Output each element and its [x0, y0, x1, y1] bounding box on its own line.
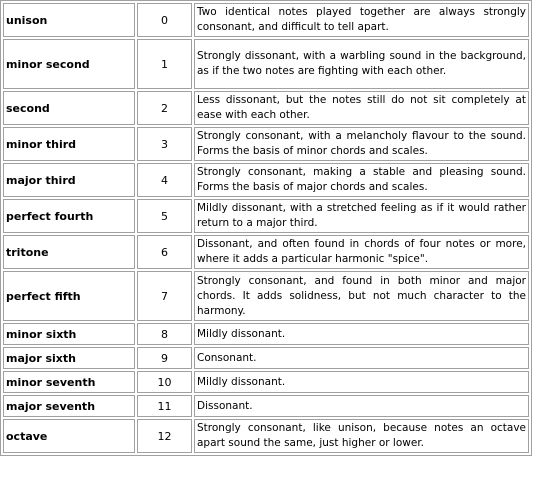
table-row	[3, 395, 529, 417]
semitone-count-cell: 9	[137, 347, 192, 369]
interval-name-cell: perfect fourth	[3, 199, 135, 233]
interval-description-cell: Mildly dissonant, with a stretched feeling as if it would rather return to a major third.	[194, 199, 529, 233]
table-row	[3, 3, 529, 37]
table-row	[3, 39, 529, 89]
interval-description-cell: Mildly dissonant.	[194, 323, 529, 345]
interval-description-cell: Mildly dissonant.	[194, 371, 529, 393]
interval-description-cell: Dissonant, and often found in chords of four notes or more, where it adds a particular harmonic "spice".	[194, 235, 529, 269]
semitone-count-cell: 1	[137, 39, 192, 89]
table-row	[3, 371, 529, 393]
semitone-count-cell: 4	[137, 163, 192, 197]
interval-description-cell: Strongly consonant, like unison, because notes an octave apart sound the same, just higher or lower.	[194, 419, 529, 453]
interval-name-cell: minor third	[3, 127, 135, 161]
interval-name-cell: minor seventh	[3, 371, 135, 393]
interval-description-cell: Less dissonant, but the notes still do not sit completely at ease with each other.	[194, 91, 529, 125]
table-row	[3, 199, 529, 233]
semitone-count-cell: 6	[137, 235, 192, 269]
semitone-count-cell: 0	[137, 3, 192, 37]
interval-name-cell: tritone	[3, 235, 135, 269]
semitone-count-cell: 5	[137, 199, 192, 233]
interval-description-cell: Strongly dissonant, with a warbling sound in the background, as if the two notes are fighting with each other.	[194, 39, 529, 89]
table-row	[3, 347, 529, 369]
interval-name-cell: minor sixth	[3, 323, 135, 345]
interval-name-cell: minor second	[3, 39, 135, 89]
table-row	[3, 163, 529, 197]
interval-description-cell: Strongly consonant, making a stable and pleasing sound. Forms the basis of major chords and scales.	[194, 163, 529, 197]
interval-name-cell: octave	[3, 419, 135, 453]
semitone-count-cell: 10	[137, 371, 192, 393]
table-row	[3, 235, 529, 269]
semitone-count-cell: 8	[137, 323, 192, 345]
interval-name-cell: major seventh	[3, 395, 135, 417]
semitone-count-cell: 12	[137, 419, 192, 453]
interval-description-cell: Two identical notes played together are always strongly consonant, and difficult to tell apart.	[194, 3, 529, 37]
table-row	[3, 323, 529, 345]
interval-name-cell: major sixth	[3, 347, 135, 369]
interval-description-cell: Strongly consonant, with a melancholy flavour to the sound. Forms the basis of minor chords and scales.	[194, 127, 529, 161]
semitone-count-cell: 11	[137, 395, 192, 417]
interval-name-cell: unison	[3, 3, 135, 37]
semitone-count-cell: 2	[137, 91, 192, 125]
interval-description-cell: Consonant.	[194, 347, 529, 369]
semitone-count-cell: 7	[137, 271, 192, 321]
table-row	[3, 271, 529, 321]
table-row	[3, 419, 529, 453]
interval-name-cell: perfect fifth	[3, 271, 135, 321]
table-row	[3, 91, 529, 125]
semitone-count-cell: 3	[137, 127, 192, 161]
interval-description-cell: Strongly consonant, and found in both minor and major chords. It adds solidness, but not much character to the harmony.	[194, 271, 529, 321]
interval-name-cell: major third	[3, 163, 135, 197]
table-row	[3, 127, 529, 161]
interval-description-cell: Dissonant.	[194, 395, 529, 417]
interval-name-cell: second	[3, 91, 135, 125]
